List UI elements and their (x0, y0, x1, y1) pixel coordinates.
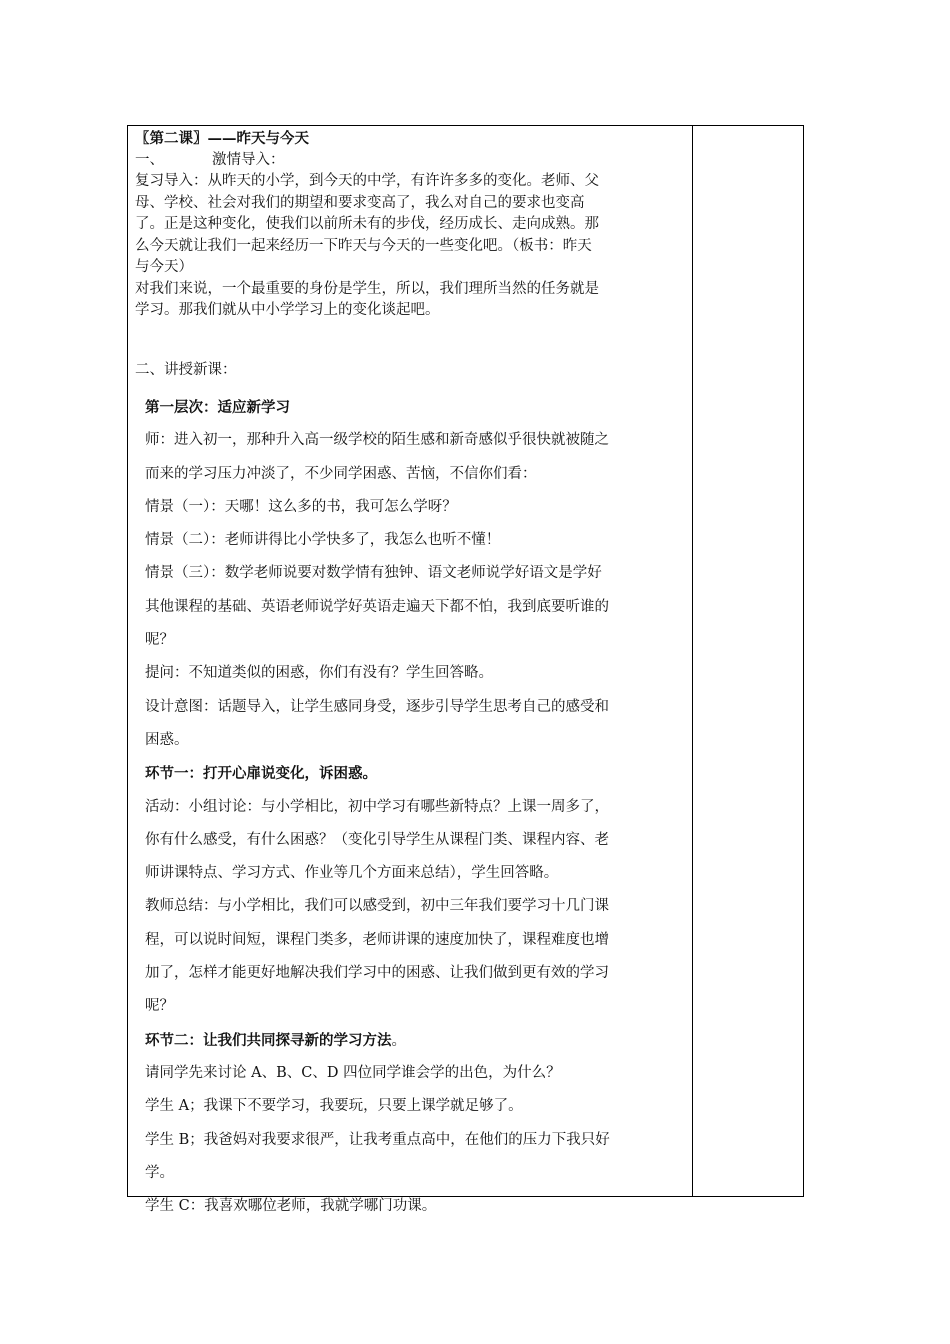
discuss-prompt: 请同学先来讨论 A、B、C、D 四位同学谁会学的出色，为什么？ (145, 1064, 561, 1081)
student-c: 学生 C：我喜欢哪位老师，我就学哪门功课。 (145, 1198, 437, 1215)
scene1: 情景（一）：天哪！这么多的书，我可怎么学呀？ (145, 498, 457, 515)
intro-heading (135, 150, 686, 172)
activity-line: 活动：小组讨论：与小学相比，初中学习有哪些新特点？上课一周多了， (145, 798, 609, 815)
step2-title-text: 环节二：让我们共同探寻新的学习方法 (145, 1031, 392, 1049)
activity-line: 你有什么感受，有什么困惑？（变化引导学生从课程门类、课程内容、老 (145, 831, 609, 848)
scene2: 情景（二）：老师讲得比小学快多了，我怎么也听不懂！ (145, 532, 501, 549)
intro-para2-line: 学习。那我们就从中小学学习上的变化谈起吧。 (135, 302, 440, 318)
step2-title-end: 。 (391, 1032, 406, 1049)
intro-section (135, 128, 686, 322)
lesson-content (135, 128, 686, 1223)
student-b-line: 学。 (145, 1164, 174, 1181)
level1-title: 第一层次：适应新学习 (145, 399, 290, 416)
step2-title (145, 1024, 686, 1057)
intro-para2-line: 对我们来说，一个最重要的身份是学生，所以，我们理所当然的任务就是 (135, 280, 599, 297)
section2-heading: 二、讲授新课： (135, 361, 237, 378)
design-line: 设计意图：话题导入，让学生感同身受，逐步引导学生思考自己的感受和 (145, 698, 609, 715)
table-column-divider (692, 125, 693, 1197)
intro-para1-line: 么今天就让我们一起来经历一下昨天与今天的一些变化吧。（板书：昨天 (135, 237, 592, 254)
scene3-line: 呢？ (145, 632, 174, 649)
student-a: 学生 A；我课下不要学习，我要玩，只要上课学就足够了。 (145, 1098, 523, 1115)
teaching-body (135, 391, 686, 1223)
teacher-line: 而来的学习压力冲淡了，不少同学困惑、苦恼，不信你们看： (145, 465, 537, 482)
question: 提问：不知道类似的困惑，你们有没有？学生回答略。 (145, 665, 493, 682)
summary-line: 加了，怎样才能更好地解决我们学习中的困惑、让我们做到更有效的学习 (145, 965, 609, 982)
spacer (135, 322, 686, 343)
step1-title: 环节一：打开心扉说变化，诉困惑。 (145, 765, 377, 783)
student-b-line: 学生 B；我爸妈对我要求很严，让我考重点高中，在他们的压力下我只好 (145, 1131, 610, 1148)
activity-line: 师讲课特点、学习方式、作业等几个方面来总结），学生回答略。 (145, 865, 559, 882)
intro-heading-text: 激情导入： (212, 151, 285, 168)
intro-para1-line: 母、学校、社会对我们的期望和要求变高了，我么对自己的要求也变高 (135, 194, 585, 211)
scene3-line: 情景（三）：数学老师说要对数学情有独钟、语文老师说学好语文是学好 (145, 565, 602, 582)
intro-number: 一、 (135, 151, 164, 168)
summary-line: 程，可以说时间短，课程门类多，老师讲课的速度加快了，课程难度也增 (145, 931, 609, 948)
intro-para1-line: 复习导入：从昨天的小学，到今天的中学，有许许多多的变化。老师、父 (135, 173, 599, 189)
teacher-line: 师：进入初一，那种升入高一级学校的陌生感和新奇感似乎很快就被随之 (145, 432, 609, 449)
design-line: 困惑。 (145, 731, 189, 748)
intro-para1-line: 与今天） (135, 259, 193, 275)
lesson-title: 〖第二课〗——昨天与今天 (135, 130, 309, 147)
intro-para1-line: 了。正是这种变化，使我们以前所未有的步伐，经历成长、走向成熟。那 (135, 216, 599, 232)
summary-line: 教师总结：与小学相比，我们可以感受到，初中三年我们要学习十几门课 (145, 898, 609, 915)
scene3-line: 其他课程的基础、英语老师说学好英语走遍天下都不怕，我到底要听谁的 (145, 598, 609, 615)
summary-line: 呢？ (145, 998, 174, 1015)
